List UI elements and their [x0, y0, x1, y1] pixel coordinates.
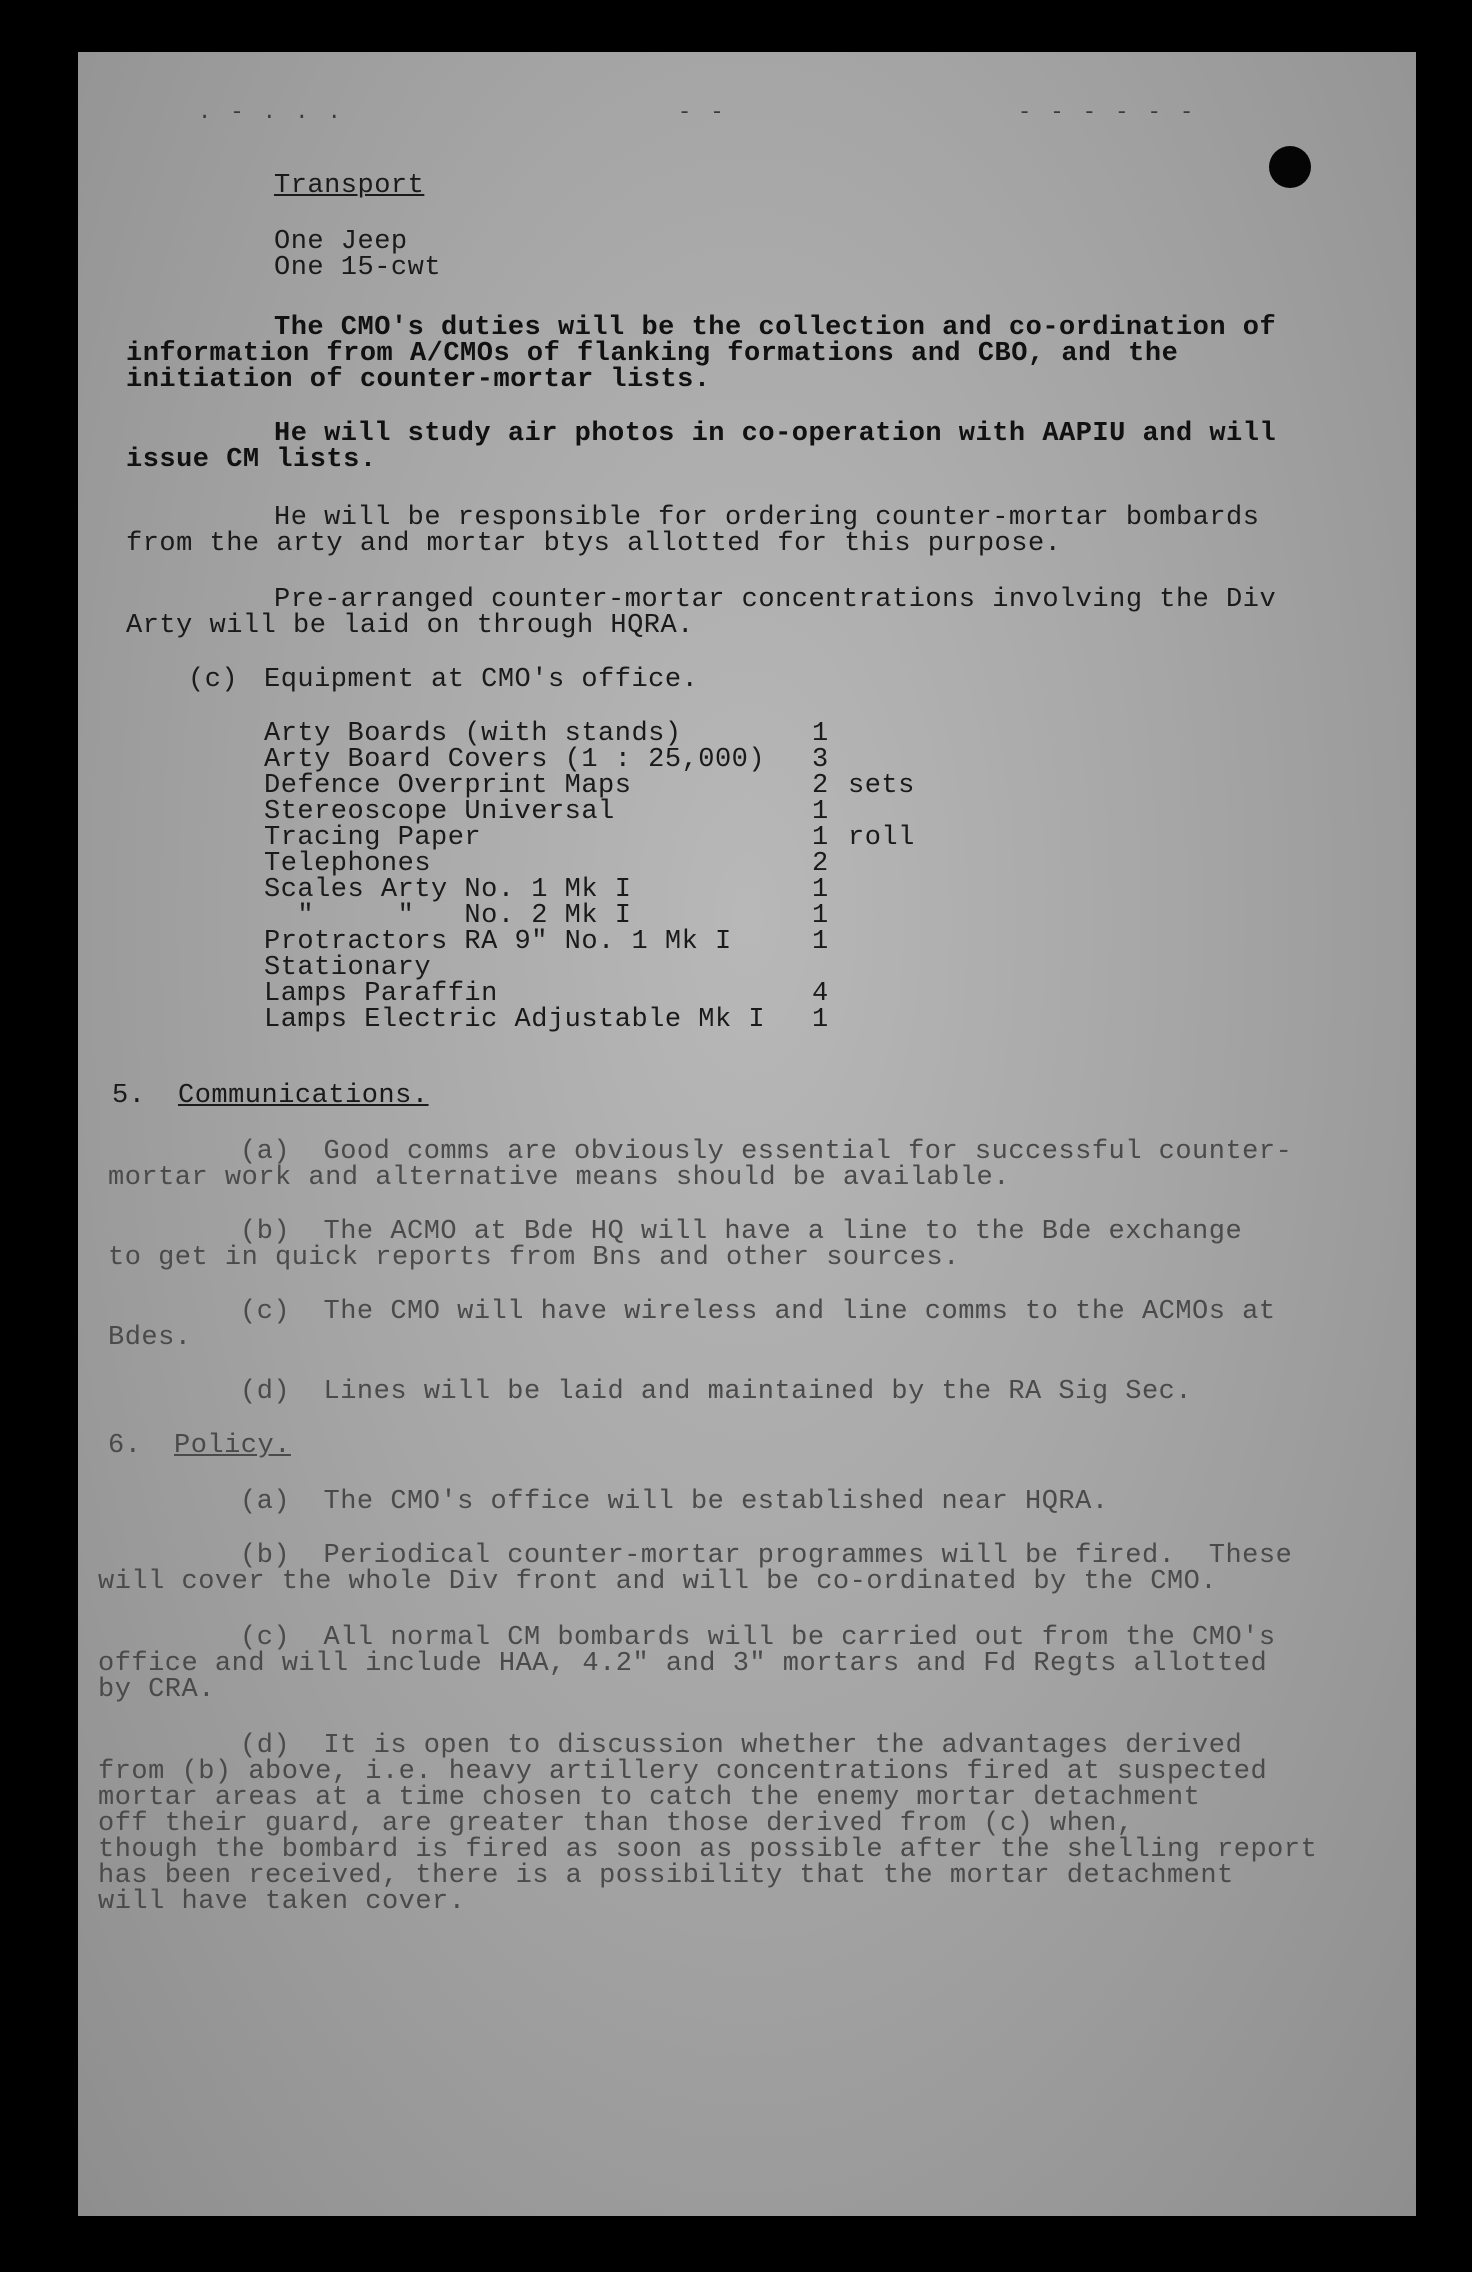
- equipment-name: Arty Boards (with stands): [264, 719, 682, 749]
- paragraph-line: (a) Good comms are obviously essential for successful counter-: [240, 1137, 1293, 1167]
- paragraph-line: initiation of counter-mortar lists.: [126, 365, 711, 395]
- equipment-name: Stationary: [264, 953, 432, 983]
- paragraph-line: office and will include HAA, 4.2" and 3" mortars and Fd Regts allotted: [98, 1649, 1268, 1679]
- equipment-name: " " No. 2 Mk I: [264, 901, 632, 931]
- transport-heading: Transport: [274, 171, 425, 201]
- equipment-unit: sets: [848, 771, 915, 801]
- equipment-name: Lamps Paraffin: [264, 979, 498, 1009]
- paragraph-line: issue CM lists.: [126, 445, 377, 475]
- top-mid-mark: - -: [678, 100, 727, 125]
- section-heading: Policy.: [174, 1431, 291, 1461]
- paragraph-line: (b) Periodical counter-mortar programmes will be fired. These: [240, 1541, 1293, 1571]
- paragraph-line: information from A/CMOs of flanking formations and CBO, and the: [126, 339, 1179, 369]
- transport-item: One Jeep: [274, 227, 408, 257]
- top-left-mark: . - . . .: [198, 100, 344, 125]
- section-heading: Communications.: [178, 1081, 429, 1111]
- equipment-name: Telephones: [264, 849, 432, 879]
- paragraph-line: (c) The CMO will have wireless and line comms to the ACMOs at: [240, 1297, 1276, 1327]
- paragraph-line: has been received, there is a possibility that the mortar detachment: [98, 1861, 1234, 1891]
- equipment-qty: 1: [812, 797, 829, 827]
- paragraph-line: He will study air photos in co-operation with AAPIU and will: [274, 419, 1277, 449]
- equipment-heading: Equipment at CMO's office.: [264, 665, 699, 695]
- paragraph-line: The CMO's duties will be the collection and co-ordination of: [274, 313, 1277, 343]
- equipment-qty: 1: [812, 875, 829, 905]
- paragraph-line: though the bombard is fired as soon as possible after the shelling report: [98, 1835, 1318, 1865]
- paragraph-line: (d) Lines will be laid and maintained by the RA Sig Sec.: [240, 1377, 1193, 1407]
- equipment-qty: 1: [812, 901, 829, 931]
- equipment-name: Scales Arty No. 1 Mk I: [264, 875, 632, 905]
- equipment-name: Stereoscope Universal: [264, 797, 615, 827]
- paragraph-line: from the arty and mortar btys allotted for this purpose.: [126, 529, 1062, 559]
- paragraph-line: (a) The CMO's office will be established near HQRA.: [240, 1487, 1109, 1517]
- transport-item: One 15-cwt: [274, 253, 442, 283]
- equipment-name: Tracing Paper: [264, 823, 482, 853]
- paragraph-line: (c) All normal CM bombards will be carried out from the CMO's: [240, 1623, 1276, 1653]
- equipment-label: (c): [188, 665, 239, 695]
- paragraph-line: off their guard, are greater than those derived from (c) when,: [98, 1809, 1134, 1839]
- paragraph-line: mortar areas at a time chosen to catch the enemy mortar detachment: [98, 1783, 1201, 1813]
- equipment-qty: 2: [812, 849, 829, 879]
- document-page: [78, 52, 1416, 2216]
- top-right-mark: - - - - - -: [1018, 100, 1197, 125]
- equipment-qty: 1: [812, 1005, 829, 1035]
- equipment-qty: 4: [812, 979, 829, 1009]
- equipment-unit: roll: [848, 823, 915, 853]
- section-number: 6.: [108, 1431, 142, 1461]
- equipment-qty: 1: [812, 719, 829, 749]
- equipment-qty: 3: [812, 745, 829, 775]
- paragraph-line: from (b) above, i.e. heavy artillery concentrations fired at suspected: [98, 1757, 1268, 1787]
- paragraph-line: mortar work and alternative means should be available.: [108, 1163, 1010, 1193]
- paragraph-line: will cover the whole Div front and will be co-ordinated by the CMO.: [98, 1567, 1218, 1597]
- equipment-name: Lamps Electric Adjustable Mk I: [264, 1005, 766, 1035]
- equipment-name: Arty Board Covers (1 : 25,000): [264, 745, 766, 775]
- punch-hole: [1269, 146, 1311, 188]
- paragraph-line: will have taken cover.: [98, 1887, 466, 1917]
- paragraph-line: to get in quick reports from Bns and other sources.: [108, 1243, 960, 1273]
- section-number: 5.: [112, 1081, 146, 1111]
- equipment-qty: 2: [812, 771, 829, 801]
- paragraph-line: Pre-arranged counter-mortar concentrations involving the Div: [274, 585, 1277, 615]
- equipment-qty: 1: [812, 823, 829, 853]
- paragraph-line: (b) The ACMO at Bde HQ will have a line to the Bde exchange: [240, 1217, 1243, 1247]
- paragraph-line: (d) It is open to discussion whether the advantages derived: [240, 1731, 1243, 1761]
- paragraph-line: by CRA.: [98, 1675, 215, 1705]
- equipment-name: Protractors RA 9" No. 1 Mk I: [264, 927, 732, 957]
- paragraph-line: Bdes.: [108, 1323, 192, 1353]
- paragraph-line: He will be responsible for ordering counter-mortar bombards: [274, 503, 1260, 533]
- equipment-qty: 1: [812, 927, 829, 957]
- paragraph-line: Arty will be laid on through HQRA.: [126, 611, 694, 641]
- equipment-name: Defence Overprint Maps: [264, 771, 632, 801]
